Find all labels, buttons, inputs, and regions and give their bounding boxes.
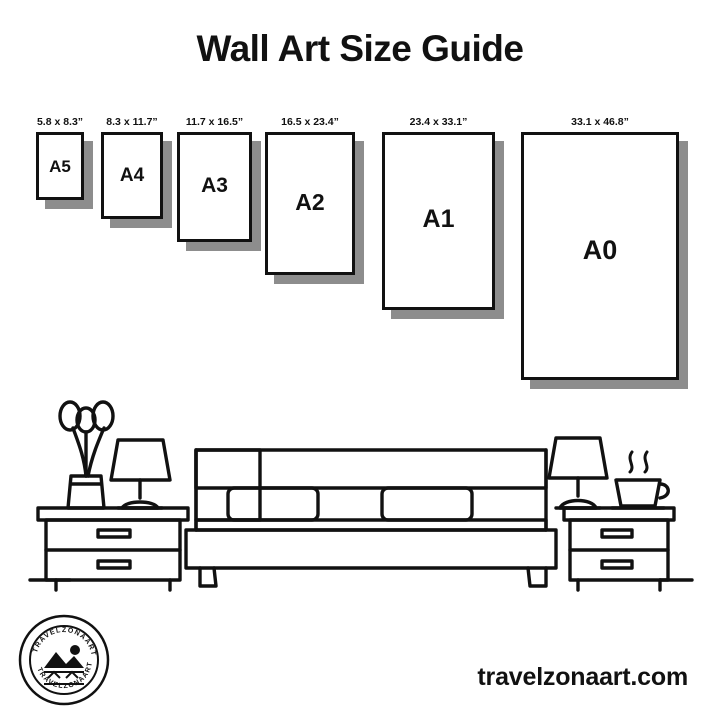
coffee-cup <box>612 452 668 508</box>
frame-box-a2 <box>265 132 355 275</box>
frame-group-a1 <box>382 116 495 310</box>
frame-label-a5: A5 <box>49 157 71 176</box>
frame-size-chart <box>0 110 720 410</box>
frame-box-a3 <box>177 132 252 242</box>
page-title: Wall Art Size Guide <box>196 28 524 69</box>
nightstand-left <box>38 508 188 590</box>
travelzonaart-logo <box>18 614 110 706</box>
logo-mountain-scene <box>44 645 84 684</box>
frame-group-a3 <box>177 116 252 242</box>
frame-dimension-a4: 8.3 x 11.7” <box>106 116 158 128</box>
frame-group-a2 <box>265 116 355 275</box>
frame-group-a4 <box>101 116 163 219</box>
site-url: travelzonaart.com <box>477 663 688 691</box>
logo-ring-text-bottom: TRAVELZONAART <box>35 660 95 691</box>
frame-dimension-a3: 11.7 x 16.5” <box>185 116 244 128</box>
frame-label-a4: A4 <box>119 165 145 186</box>
frame-dimension-a1: 23.4 x 33.1” <box>409 116 468 128</box>
table-lamp-left <box>111 440 170 508</box>
frame-dimension-a5: 5.8 x 8.3” <box>36 116 84 128</box>
frame-box-a4 <box>101 132 163 219</box>
bed-with-headboard <box>186 450 556 586</box>
frame-label-a1: A1 <box>422 205 455 233</box>
logo-ring-text-top: TRAVELZONAART <box>32 626 97 658</box>
frame-box-a0 <box>521 132 679 380</box>
bedroom-scene-illustration <box>0 380 720 600</box>
frame-box-a5 <box>36 132 84 200</box>
frame-label-a2: A2 <box>295 189 325 215</box>
frame-label-a0: A0 <box>582 235 618 265</box>
frame-dimension-a0: 33.1 x 46.8” <box>571 116 629 128</box>
frame-box-a1 <box>382 132 495 310</box>
table-lamp-right <box>549 438 607 508</box>
nightstand-right <box>564 508 674 590</box>
frame-group-a0 <box>521 116 679 380</box>
vase-with-flowers <box>60 402 113 508</box>
frame-group-a5 <box>36 116 84 200</box>
frame-label-a3: A3 <box>201 174 228 197</box>
frame-dimension-a2: 16.5 x 23.4” <box>281 116 339 128</box>
